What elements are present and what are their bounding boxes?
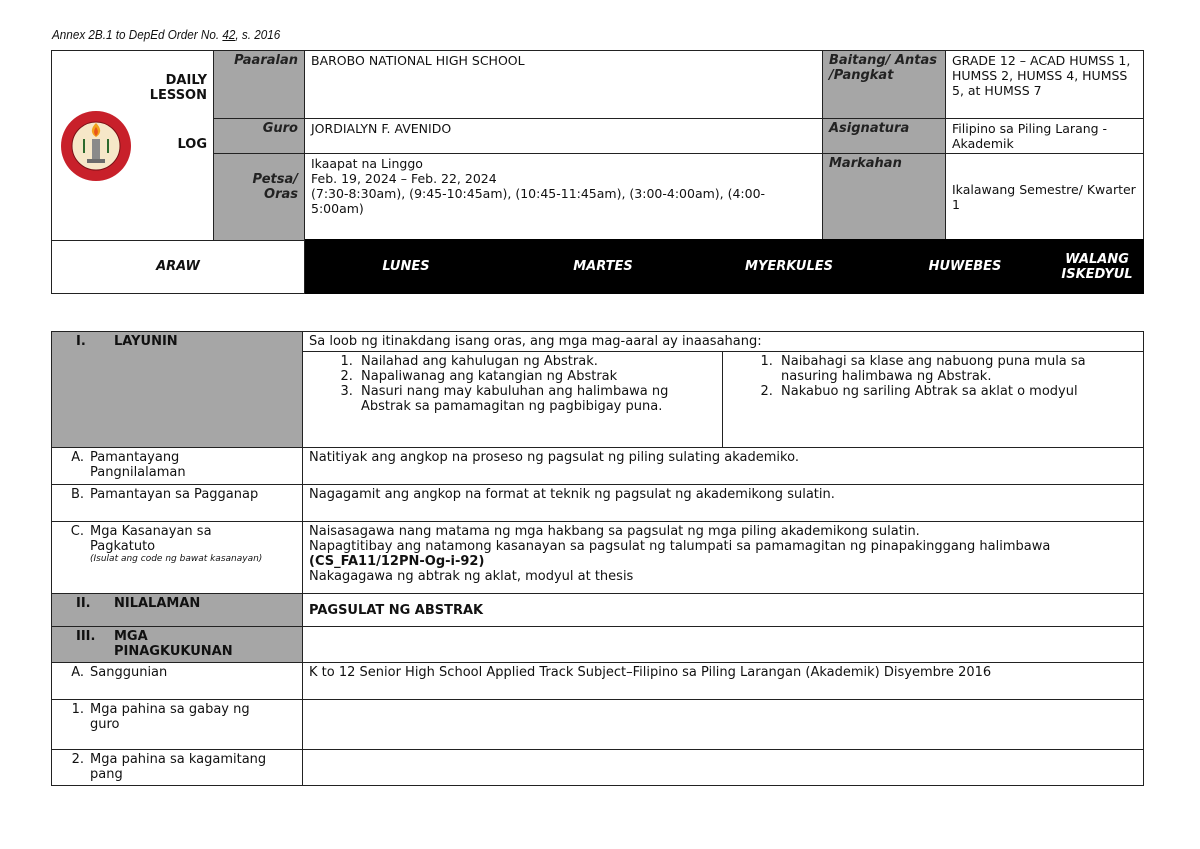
guro-label: Guro bbox=[214, 119, 305, 154]
day-myerkules: MYERKULES bbox=[699, 240, 880, 294]
header-table bbox=[51, 50, 1144, 241]
pinagkukunan-value bbox=[303, 627, 1144, 663]
row-c-label: C. Mga Kasanayan sa Pagkatuto (Isulat ang code ng bawat kasanayan) bbox=[52, 522, 303, 594]
sanggunian-label: A. Sanggunian bbox=[52, 663, 303, 700]
nilalaman-value: PAGSULAT NG ABSTRAK bbox=[303, 594, 1144, 627]
layunin-intro: Sa loob ng itinakdang isang oras, ang mga mag-aaral ay inaasahang: bbox=[303, 332, 1144, 352]
day-huwebes: HUWEBES bbox=[880, 240, 1051, 294]
order-number: 42 bbox=[222, 27, 236, 42]
day-lunes: LUNES bbox=[305, 240, 508, 294]
nilalaman-header: II. NILALAMAN bbox=[52, 594, 303, 627]
sanggunian-value: K to 12 Senior High School Applied Track Subject–Filipino sa Piling Larangan (Akademik) Disyembre 2016 bbox=[303, 663, 1144, 700]
baitang-value: GRADE 12 – ACAD HUMSS 1, HUMSS 2, HUMSS 4, HUMSS 5, at HUMSS 7 bbox=[946, 51, 1144, 119]
araw-label: ARAW bbox=[52, 240, 305, 294]
school-seal-logo bbox=[54, 109, 138, 183]
day-martes: MARTES bbox=[508, 240, 699, 294]
asignatura-value: Filipino sa Piling Larang - Akademik bbox=[946, 119, 1144, 154]
kagamitan-value bbox=[303, 750, 1144, 786]
daily-lesson-title: DAILY LESSON bbox=[149, 73, 207, 103]
petsa-value: Ikaapat na Linggo Feb. 19, 2024 – Feb. 22, 2024 (7:30-8:30am), (9:45-10:45am), (10:45-11:45am), (3:00-4:00am), (4:00-5:00am) bbox=[305, 154, 823, 241]
markahan-value: Ikalawang Semestre/ Kwarter 1 bbox=[946, 154, 1144, 241]
list-item: 1. Nailahad ang kahulugan ng Abstrak. bbox=[357, 354, 716, 369]
petsa-label: Petsa/ Oras bbox=[214, 154, 305, 241]
gabay-guro-value bbox=[303, 700, 1144, 750]
list-item: 2. Nakabuo ng sariling Abtrak sa aklat o modyul bbox=[777, 384, 1137, 399]
paaralan-label: Paaralan bbox=[214, 51, 305, 119]
markahan-label: Markahan bbox=[823, 154, 946, 241]
lesson-content-table bbox=[51, 331, 1144, 786]
asignatura-label: Asignatura bbox=[823, 119, 946, 154]
guro-value: JORDIALYN F. AVENIDO bbox=[305, 119, 823, 154]
pinagkukunan-header: III. MGA PINAGKUKUNAN bbox=[52, 627, 303, 663]
annex-reference: Annex 2B.1 to DepEd Order No. 42, s. 2016 bbox=[52, 27, 281, 42]
paaralan-value: BAROBO NATIONAL HIGH SCHOOL bbox=[305, 51, 823, 119]
kagamitan-label: 2. Mga pahina sa kagamitang pang bbox=[52, 750, 303, 786]
competency-code: (CS_FA11/12PN-Og-i-92) bbox=[309, 554, 485, 569]
log-title: LOG bbox=[177, 137, 207, 152]
day-walang-iskedyul: WALANG ISKEDYUL bbox=[1051, 240, 1144, 294]
row-a-label: A. Pamantayang Pangnilalaman bbox=[52, 448, 303, 485]
baitang-label: Baitang/ Antas /Pangkat bbox=[823, 51, 946, 119]
row-a-value: Natitiyak ang angkop na proseso ng pagsulat ng piling sulating akademiko. bbox=[303, 448, 1144, 485]
layunin-header: I. LAYUNIN bbox=[52, 332, 303, 448]
row-b-value: Nagagamit ang angkop na format at teknik ng pagsulat ng akademikong sulatin. bbox=[303, 485, 1144, 522]
days-row bbox=[51, 239, 1144, 294]
row-c-note: (Isulat ang code ng bawat kasanayan) bbox=[90, 554, 263, 564]
list-item: 2. Napaliwanag ang katangian ng Abstrak bbox=[357, 369, 716, 384]
row-b-label: B. Pamantayan sa Pagganap bbox=[52, 485, 303, 522]
layunin-left-list bbox=[303, 352, 723, 448]
list-item: 3. Nasuri nang may kabuluhan ang halimbawa ng Abstrak sa pamamagitan ng pagbibigay puna. bbox=[357, 384, 716, 414]
gabay-guro-label: 1. Mga pahina sa gabay ng guro bbox=[52, 700, 303, 750]
list-item: 1. Naibahagi sa klase ang nabuong puna mula sa nasuring halimbawa ng Abstrak. bbox=[777, 354, 1137, 384]
logo-title-cell bbox=[52, 51, 214, 241]
row-c-value: Naisasagawa nang matama ng mga hakbang sa pagsulat ng mga piling akademikong sulatin. Napagtitibay ang natamong kasanayan sa pagsulat ng talumpati sa pamamagitan ng pinapakinggang halimbawa (CS_FA11/12PN-Og-i-92) Nakagagawa ng abtrak ng aklat, modyul at thesis bbox=[303, 522, 1144, 594]
layunin-right-list bbox=[723, 352, 1144, 448]
